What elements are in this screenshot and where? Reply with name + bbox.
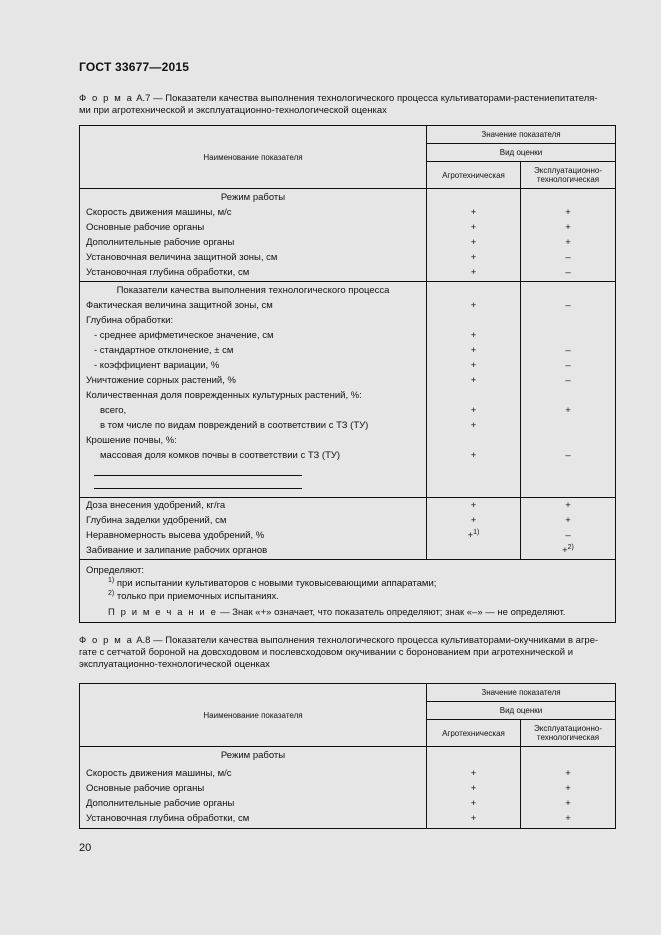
row-name: Глубина обработки: <box>86 315 174 326</box>
section-fertilizer-agro <box>427 498 521 560</box>
text-cell: Дополнительные рабочие органы <box>86 798 235 809</box>
row-name: Забивание и залипание рабочих органов <box>86 545 268 556</box>
expl-value: – <box>565 267 571 278</box>
agro-value: + <box>470 207 477 218</box>
expl-value: + <box>565 222 571 233</box>
text-cell <box>521 433 615 448</box>
col-header-agro: Агротехническая <box>427 162 521 189</box>
text-cell: – <box>565 300 571 311</box>
col-header-name: Наименование показателя <box>80 126 427 189</box>
text-cell: 1) <box>108 577 115 584</box>
row-name: Доза внесения удобрений, кг/га <box>86 500 226 511</box>
text-cell: + <box>565 813 571 824</box>
text-cell: только при приемочных испытаниях. <box>116 591 279 602</box>
text-cell: Скорость движения машины, м/с <box>86 768 232 779</box>
row-name: Крошение почвы, %: <box>86 435 177 446</box>
agro-value: + <box>470 267 477 278</box>
text-cell: + <box>470 300 477 311</box>
row-name: в том числе по видам повреждений в соответствии с ТЗ (ТУ) <box>100 420 369 431</box>
row-name: массовая доля комков почвы в соответствии с ТЗ (ТУ) <box>100 450 341 461</box>
row-name: Уничтожение сорных растений, % <box>86 375 236 386</box>
text-cell: Основные рабочие органы <box>86 783 205 794</box>
caption-line: ми при агротехнической и эксплуатационно-технологической оценках <box>79 105 387 116</box>
agro-value: + <box>470 222 477 233</box>
text-cell: технологическая <box>536 175 600 184</box>
table-notes <box>80 560 616 623</box>
text-cell: 2) <box>108 590 115 597</box>
row-name: Неравномерность высева удобрений, % <box>86 530 265 541</box>
text-cell: + <box>565 500 571 511</box>
text-cell <box>427 313 520 328</box>
section-fertilizer-expl <box>521 498 616 560</box>
expl-value: + <box>565 207 571 218</box>
caption-line: А.7 — Показатели качества выполнения технологического процесса культиваторами-растениепитателя- <box>133 93 598 104</box>
row-name: - стандартное отклонение, ± см <box>94 345 234 356</box>
text-cell: Эксплуатационно- <box>534 724 602 733</box>
text-cell: – <box>565 360 571 371</box>
col-header-expl <box>521 162 616 189</box>
text-cell: + <box>565 798 571 809</box>
footnote-mark: 2) <box>567 544 574 551</box>
col-header-value: Значение показателя <box>427 684 616 702</box>
form-a8-caption <box>79 635 614 671</box>
row-name: Установочная глубина обработки, см <box>86 267 250 278</box>
text-cell: + <box>565 515 571 526</box>
text-cell: + <box>470 768 477 779</box>
text-cell <box>427 543 520 558</box>
text-cell: – <box>565 375 571 386</box>
text-cell: + <box>470 405 477 416</box>
col-header-kind: Вид оценки <box>427 702 616 720</box>
row-name: - среднее арифметическое значение, см <box>94 330 274 341</box>
row-name: всего, <box>100 405 127 416</box>
section-mode-names <box>80 747 427 829</box>
blank-line <box>94 475 302 476</box>
text-cell: + <box>470 500 477 511</box>
agro-value: + <box>470 252 477 263</box>
text-cell <box>427 433 520 448</box>
expl-value: – <box>565 252 571 263</box>
section-mode-agro <box>427 747 521 829</box>
section-quality-agro <box>427 282 521 498</box>
col-header-name: Наименование показателя <box>80 684 427 747</box>
remark <box>86 606 609 619</box>
text-cell: – <box>565 530 571 541</box>
text-cell <box>521 418 615 433</box>
text-cell: + <box>470 783 477 794</box>
page-number: 20 <box>79 842 92 854</box>
row-name: Основные рабочие органы <box>86 222 205 233</box>
text-cell: + <box>470 450 477 461</box>
expl-value: + <box>565 237 571 248</box>
footnote-1 <box>86 577 609 590</box>
section-mode-expl <box>521 747 616 829</box>
agro-value: + <box>470 237 477 248</box>
text-cell <box>427 388 520 403</box>
text-cell: + <box>562 545 568 556</box>
footnote-2 <box>86 590 609 603</box>
col-header-kind: Вид оценки <box>427 144 616 162</box>
section-quality-expl <box>521 282 616 498</box>
text-cell: П р и м е ч а н и е <box>108 607 218 618</box>
section-mode-agro <box>427 189 521 282</box>
row-name: Установочная величина защитной зоны, см <box>86 252 278 263</box>
form-a7-caption <box>79 93 614 117</box>
text-cell <box>521 328 615 343</box>
section-title: Режим работы <box>220 750 286 761</box>
text-cell: Установочная глубина обработки, см <box>86 813 250 824</box>
section-mode-expl <box>521 189 616 282</box>
text-cell: + <box>470 375 477 386</box>
section-title: Показатели качества выполнения технологического процесса <box>116 285 390 296</box>
section-mode-names <box>80 189 427 282</box>
text-cell: + <box>565 783 571 794</box>
row-name: Дополнительные рабочие органы <box>86 237 235 248</box>
text-cell: эксплуатационно-технологической оценках <box>79 659 270 670</box>
text-cell: + <box>467 530 474 541</box>
text-cell: + <box>565 405 571 416</box>
text-cell: – <box>565 345 571 356</box>
text-cell: + <box>470 360 477 371</box>
footnote-mark: 1) <box>473 529 480 536</box>
row-name: Количественная доля поврежденных культурных растений, %: <box>86 390 362 401</box>
text-cell: А.8 — Показатели качества выполнения технологического процесса культиваторами-окучниками в агре- <box>133 635 599 646</box>
col-header-agro: Агротехническая <box>427 720 521 747</box>
text-cell: – <box>565 450 571 461</box>
document-header: ГОСТ 33677—2015 <box>79 60 190 74</box>
text-cell: + <box>565 768 571 779</box>
col-header-value: Значение показателя <box>427 126 616 144</box>
col-header-expl <box>521 720 616 747</box>
section-title: Режим работы <box>220 192 286 203</box>
row-name: Скорость движения машины, м/с <box>86 207 232 218</box>
text-cell: при испытании культиваторов с новыми туковысевающими аппаратами; <box>116 578 437 589</box>
form-a8-table <box>79 683 616 829</box>
form-label: Ф о р м а <box>79 93 134 104</box>
text-cell: + <box>470 330 477 341</box>
form-a7-table <box>79 125 616 623</box>
text-cell <box>521 313 615 328</box>
row-name: Глубина заделки удобрений, см <box>86 515 227 526</box>
text-cell <box>521 388 615 403</box>
text-cell: + <box>470 420 477 431</box>
text-cell: — Знак «+» означает, что показатель определяют; знак «–» — не определяют. <box>217 607 566 618</box>
section-quality-names <box>80 282 427 498</box>
text-cell: Эксплуатационно- <box>534 166 602 175</box>
text-cell: + <box>470 345 477 356</box>
row-name: - коэффициент вариации, % <box>94 360 220 371</box>
text-cell: + <box>470 515 477 526</box>
section-fertilizer-names <box>80 498 427 560</box>
text-cell: технологическая <box>536 733 600 742</box>
text-cell: гате с сетчатой бороной на довсходовом и послевсходовом окучивании с боронованием при агротехнической и <box>79 647 574 658</box>
text-cell: + <box>470 813 477 824</box>
row-name: Фактическая величина защитной зоны, см <box>86 300 273 311</box>
notes-title: Определяют: <box>86 565 144 576</box>
form-label: Ф о р м а <box>79 635 134 646</box>
text-cell: + <box>470 798 477 809</box>
